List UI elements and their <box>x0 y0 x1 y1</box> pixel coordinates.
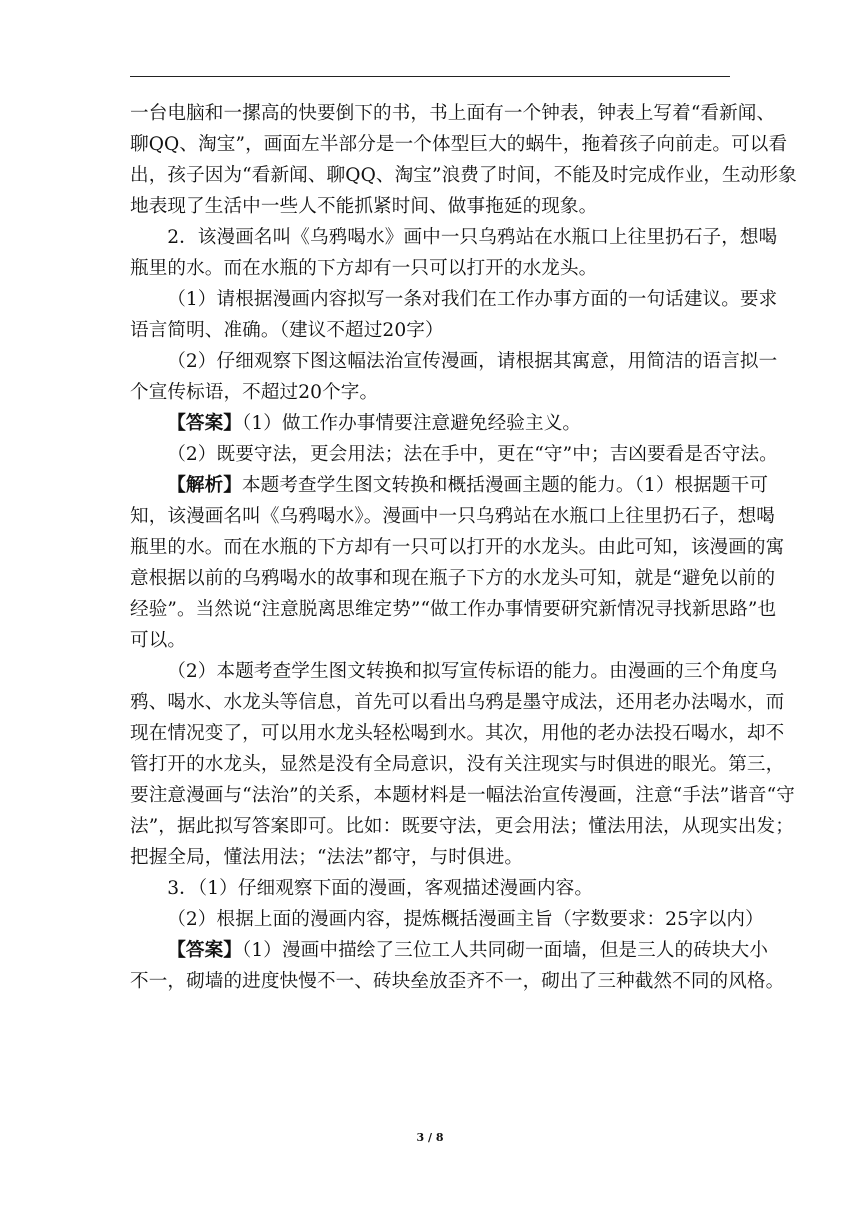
text-line: 地表现了生活中一些人不能抓紧时间、做事拖延的现象。 <box>130 196 598 217</box>
text-line: 个宣传标语，不超过20个字。 <box>130 382 379 403</box>
header-rule <box>130 76 730 77</box>
text-line: 要注意漫画与“法治”的关系，本题材料是一幅法治宣传漫画，注意“手法”谐音“守 <box>130 785 795 806</box>
text-line: 经验”。当然说“注意脱离思维定势”“做工作办事情要研究新情况寻找新思路”也 <box>130 599 777 620</box>
text-line: 鸦、喝水、水龙头等信息，首先可以看出乌鸦是墨守成法，还用老办法喝水，而 <box>130 692 785 713</box>
answer-3-part-1 <box>130 935 785 997</box>
text-line: 不一，砌墙的进度快慢不一、砖块垒放歪齐不一，砌出了三种截然不同的风格。 <box>130 971 785 992</box>
text-line: 2．该漫画名叫《乌鸦喝水》画中一只乌鸦站在水瓶口上往里扔石子，想喝 <box>167 227 778 248</box>
question-2 <box>130 222 778 284</box>
question-3-part-2 <box>130 904 764 935</box>
text-line: （2）本题考查学生图文转换和拟写宣传标语的能力。由漫画的三个角度乌 <box>167 661 778 682</box>
text-line: （2）仔细观察下图这幅法治宣传漫画，请根据其寓意，用简洁的语言拟一 <box>167 351 778 372</box>
answer-2-part-2 <box>130 439 778 470</box>
text-line: 知，该漫画名叫《乌鸦喝水》。漫画中一只乌鸦站在水瓶口上往里扔石子，想喝 <box>130 506 775 527</box>
text-line: 聊QQ、淘宝”，画面左半部分是一个体型巨大的蜗牛，拖着孩子向前走。可以看 <box>130 134 788 155</box>
analysis-2-part-1 <box>130 470 785 656</box>
text-line: 3．（1）仔细观察下面的漫画，客观描述漫画内容。 <box>167 878 594 899</box>
text-line: 一台电脑和一摞高的快要倒下的书，书上面有一个钟表，钟表上写着“看新闻、 <box>130 103 776 124</box>
text-line <box>130 470 769 501</box>
text-line: 现在情况变了，可以用水龙头轻松喝到水。其次，用他的老办法投石喝水，却不 <box>130 723 785 744</box>
text-line: 意根据以前的乌鸦喝水的故事和现在瓶子下方的水龙头可知，就是“避免以前的 <box>130 568 776 589</box>
analysis-text: 本题考查学生图文转换和概括漫画主题的能力。（1）根据题干可 <box>241 475 769 496</box>
answer-text: （1）漫画中描绘了三位工人共同砌一面墙，但是三人的砖块大小 <box>241 940 769 961</box>
paragraph-continuation <box>130 98 797 222</box>
text-line: 瓶里的水。而在水瓶的下方却有一只可以打开的水龙头。由此可知，该漫画的寓 <box>130 537 785 558</box>
text-line: 瓶里的水。而在水瓶的下方却有一只可以打开的水龙头。 <box>130 258 598 279</box>
text-line: 法”，据此拟写答案即可。比如：既要守法，更会用法；懂法用法，从现实出发； <box>130 816 794 837</box>
text-line: （1）请根据漫画内容拟写一条对我们在工作办事方面的一句话建议。要求 <box>167 289 778 310</box>
text-line: （2）既要守法，更会用法；法在手中，更在“守”中；吉凶要看是否守法。 <box>167 444 778 465</box>
page-number: 3 / 8 <box>416 1131 444 1144</box>
text-line: （2）根据上面的漫画内容，提炼概括漫画主旨（字数要求：25字以内） <box>167 909 764 930</box>
answer-text: （1）做工作办事情要注意避免经验主义。 <box>241 413 582 434</box>
answer-label: 【答案】 <box>167 940 242 961</box>
text-line: 出，孩子因为“看新闻、聊QQ、淘宝”浪费了时间，不能及时完成作业，生动形象 <box>130 165 797 186</box>
text-line <box>130 935 769 966</box>
text-line: 管打开的水龙头，显然是没有全局意识，没有关注现实与时俱进的眼光。第三， <box>130 754 785 775</box>
answer-label: 【答案】 <box>167 413 242 434</box>
text-line: 可以。 <box>130 630 187 651</box>
text-line: 语言简明、准确。（建议不超过20字） <box>130 320 444 341</box>
answer-2-part-1 <box>130 408 730 439</box>
document-body <box>130 98 797 997</box>
question-2-part-1 <box>130 284 778 346</box>
text-line <box>130 408 730 439</box>
text-line: 把握全局，懂法用法；“法法”都守，与时俱进。 <box>130 847 524 868</box>
analysis-2-part-2 <box>130 656 795 873</box>
analysis-label: 【解析】 <box>167 475 242 496</box>
question-3-part-1 <box>130 873 730 904</box>
question-2-part-2 <box>130 346 778 408</box>
